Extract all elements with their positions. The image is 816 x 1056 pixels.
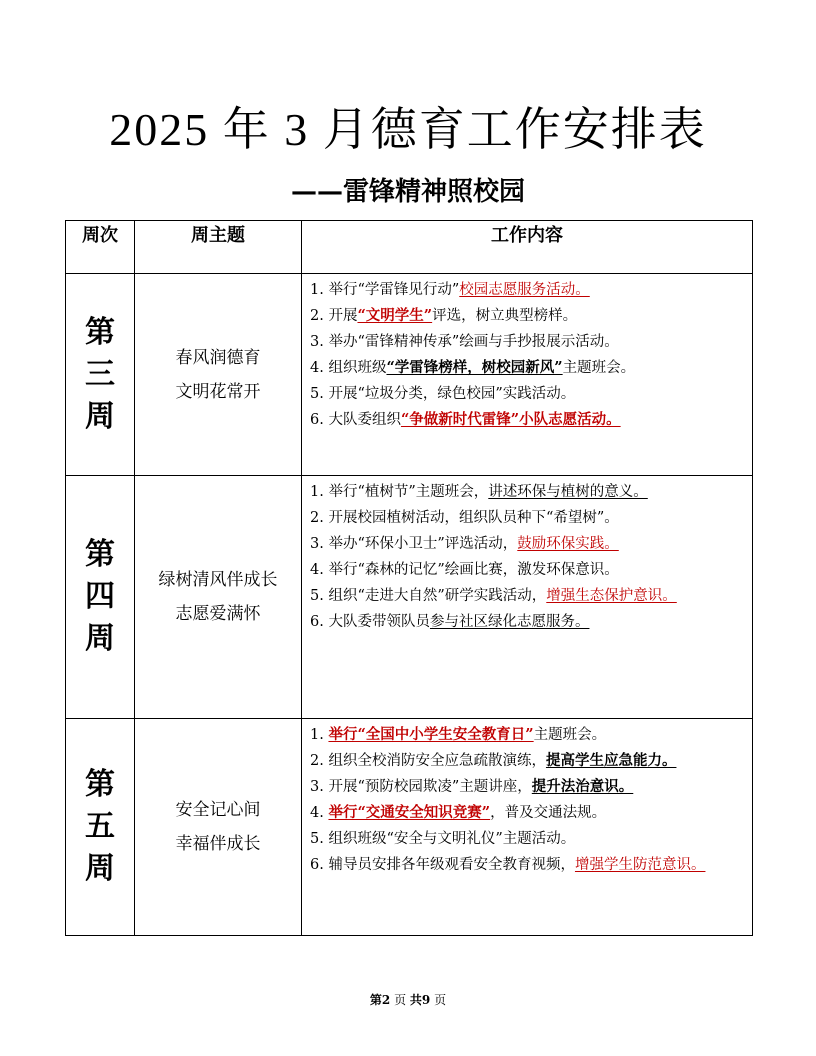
content-segment: 4. 组织班级 xyxy=(310,360,387,376)
content-segment: 增强学生防范意识。 xyxy=(574,857,706,873)
content-segment: 参与社区绿化志愿服务。 xyxy=(429,614,590,630)
theme-line: 安全记心间 xyxy=(175,800,261,820)
content-segment: “学雷锋榜样，树校园新风” xyxy=(386,359,563,376)
content-segment: 5. 组织“走进大自然”研学实践活动， xyxy=(310,588,547,604)
content-item xyxy=(310,722,744,748)
table-row xyxy=(66,476,753,719)
content-segment: 鼓励环保实践。 xyxy=(517,536,619,552)
content-segment: 3. 举办“雷锋精神传承”绘画与手抄报展示活动。 xyxy=(310,334,619,350)
content-segment: 讲述环保与植树的意义。 xyxy=(488,484,648,500)
content-segment: 举行“全国中小学生安全教育日” xyxy=(328,726,534,743)
content-segment: “争做新时代雷锋”小队志愿活动。 xyxy=(400,411,621,428)
content-cell xyxy=(302,476,753,719)
content-segment: 1. xyxy=(310,727,329,743)
content-item xyxy=(310,277,744,303)
content-segment: 举行“交通安全知识竞赛” xyxy=(328,804,491,821)
content-segment: 提高学生应急能力。 xyxy=(545,752,677,769)
header-theme: 周主题 xyxy=(135,221,302,274)
content-segment: “文明学生” xyxy=(357,307,433,324)
week-cell xyxy=(66,274,135,476)
content-segment: 6. 辅导员安排各年级观看安全教育视频， xyxy=(310,857,575,873)
page-subtitle: ——雷锋精神照校园 xyxy=(290,177,525,207)
footer-page-label: 第 xyxy=(369,993,382,1007)
content-segment: 2. 组织全校消防安全应急疏散演练， xyxy=(310,753,546,769)
header-week: 周次 xyxy=(66,221,135,274)
content-cell xyxy=(302,719,753,936)
content-segment: 6. 大队委带领队员 xyxy=(310,614,430,630)
week-char: 周 xyxy=(85,621,115,656)
week-char: 五 xyxy=(85,809,115,844)
footer-total-num: 9 xyxy=(421,993,431,1007)
table-header-row xyxy=(66,221,753,274)
content-segment: 2. 开展校园植树活动，组织队员种下“希望树”。 xyxy=(310,510,619,526)
theme-line: 幸福伴成长 xyxy=(175,834,261,854)
footer-total-label: 共 xyxy=(409,993,422,1007)
theme-line: 文明花常开 xyxy=(175,381,261,402)
week-char: 周 xyxy=(85,398,115,434)
content-item xyxy=(310,583,744,609)
content-segment: 校园志愿服务活动。 xyxy=(459,282,590,298)
content-item xyxy=(310,355,744,381)
content-segment: 5. 组织班级“安全与文明礼仪”主题活动。 xyxy=(310,831,576,847)
content-segment: 主题班会。 xyxy=(533,727,607,743)
content-segment: 1. 举行“学雷锋见行动” xyxy=(310,282,460,298)
theme-line: 志愿爱满怀 xyxy=(175,604,261,624)
content-segment: 增强生态保护意识。 xyxy=(546,588,677,604)
week-cell xyxy=(66,476,135,719)
week-char: 三 xyxy=(85,356,115,392)
content-segment: 主题班会。 xyxy=(562,360,636,376)
content-item xyxy=(310,774,744,800)
page-title: 2025 年 3 月德育工作安排表 xyxy=(109,104,707,155)
theme-cell xyxy=(135,476,302,719)
content-segment: 评选，树立典型榜样。 xyxy=(432,308,578,324)
table-row xyxy=(66,719,753,936)
content-cell xyxy=(302,274,753,476)
theme-line: 绿树清风伴成长 xyxy=(158,570,278,590)
week-cell xyxy=(66,719,135,936)
week-char: 周 xyxy=(85,851,115,886)
content-segment: 4. 举行“森林的记忆”绘画比赛，激发环保意识。 xyxy=(310,562,619,578)
content-segment: 6. 大队委组织 xyxy=(310,412,401,428)
content-segment: 提升法治意识。 xyxy=(531,778,634,795)
page-footer xyxy=(0,992,816,1008)
week-char: 四 xyxy=(85,579,115,614)
content-item xyxy=(310,748,744,774)
week-char: 第 xyxy=(85,314,115,350)
theme-line: 春风润德育 xyxy=(175,347,261,368)
schedule-table xyxy=(65,220,753,936)
footer-page-unit: 页 xyxy=(394,993,407,1007)
content-item xyxy=(310,826,744,852)
content-item xyxy=(310,479,744,505)
content-item xyxy=(310,557,744,583)
week-char: 第 xyxy=(85,767,115,802)
content-item xyxy=(310,303,744,329)
week-char: 第 xyxy=(85,537,115,572)
content-segment: 3. 举办“环保小卫士”评选活动， xyxy=(310,536,518,552)
footer-total-unit: 页 xyxy=(434,993,447,1007)
content-segment: 4. xyxy=(310,805,329,821)
content-item xyxy=(310,609,744,635)
theme-cell xyxy=(135,274,302,476)
content-item xyxy=(310,329,744,355)
content-segment: ，普及交通法规。 xyxy=(490,805,607,821)
content-item xyxy=(310,800,744,826)
content-segment: 3. 开展“预防校园欺凌”主题讲座， xyxy=(310,779,532,795)
content-item xyxy=(310,381,744,407)
footer-page-num: 2 xyxy=(381,993,391,1007)
content-item xyxy=(310,505,744,531)
content-segment: 5. 开展“垃圾分类，绿色校园”实践活动。 xyxy=(310,386,576,402)
header-content: 工作内容 xyxy=(302,221,753,274)
content-item xyxy=(310,852,744,878)
content-segment: 1. 举行“植树节”主题班会， xyxy=(310,484,489,500)
content-segment: 2. 开展 xyxy=(310,308,358,324)
table-row xyxy=(66,274,753,476)
content-item xyxy=(310,531,744,557)
theme-cell xyxy=(135,719,302,936)
content-item xyxy=(310,407,744,433)
